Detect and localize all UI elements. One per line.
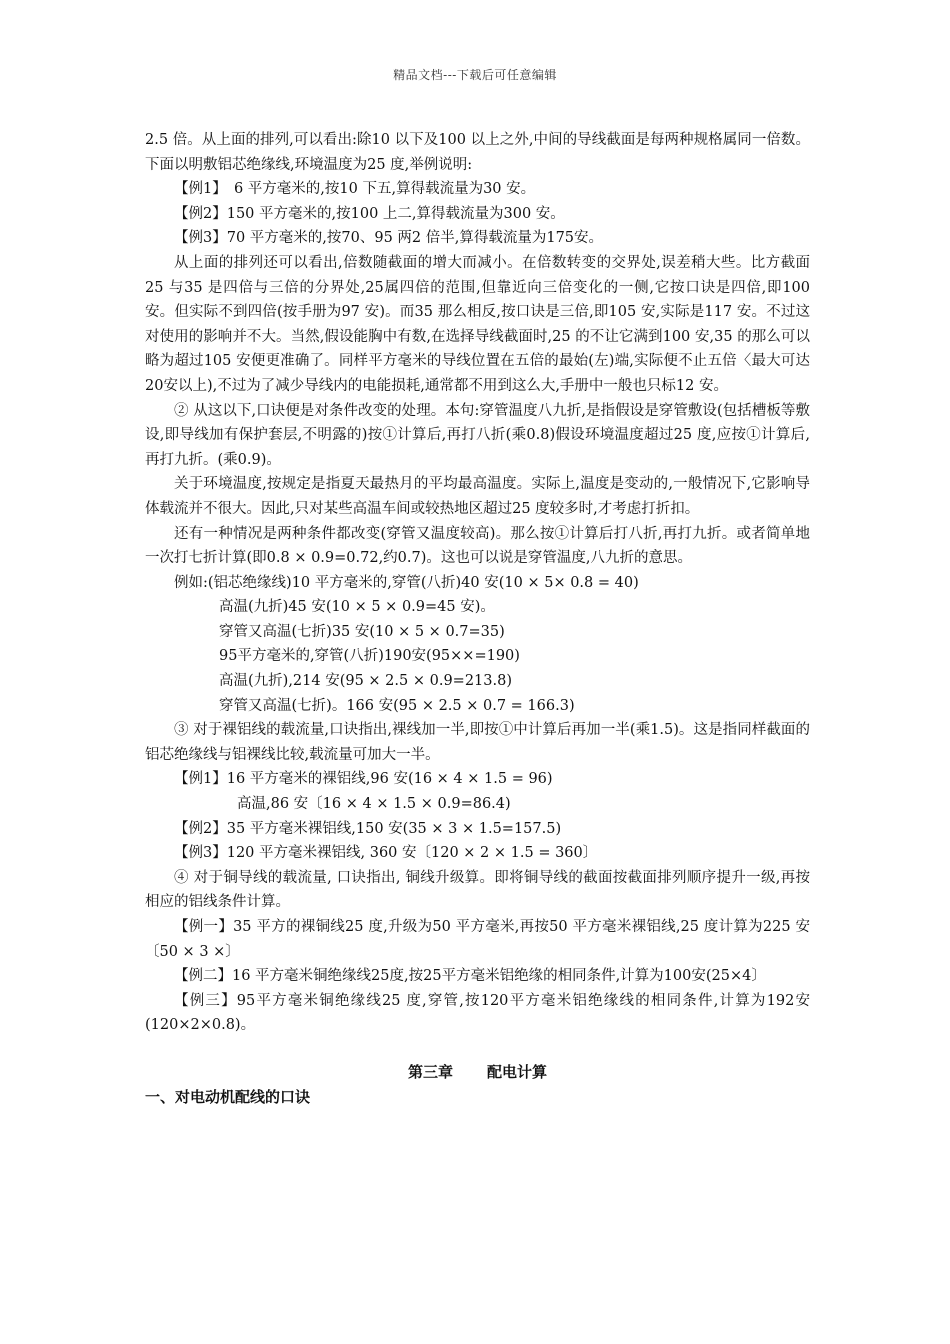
example-line: 95平方毫米的,穿管(八折)190安(95××=190) <box>219 648 520 665</box>
paragraph: 从上面的排列还可以看出,倍数随截面的增大而减小。在倍数转变的交界处,误差稍大些。比方截面25 与35 是四倍与三倍的分界处,25属四倍的范围,但靠近向三倍变化的一侧,它按口诀是四倍,即100 安。但实际不到四倍(按手册为97 安)。而35 那么相反,按口诀是三倍,即105 安,实际是117 安。不过这对使用的影响并不大。当然,假设能胸中有数,在选择导线截面时,25 的不让它满到100 安,35 的那么可以略为超过105 安便更准确了。同样平方毫米的导线位置在五倍的最始(左)端,实际便不止五倍〈最大可达20安以上),不过为了减少导线内的电能损耗,通常都不用到这么大,手册中一般也只标12 安。 <box>145 254 810 394</box>
example-line: 高温(九折)45 安(10 × 5 × 0.9=45 安)。 <box>219 599 495 616</box>
example-line: 高温(九折),214 安(95 × 2.5 × 0.9=213.8) <box>219 673 512 690</box>
document-body <box>145 128 810 1109</box>
paragraph: ② 从这以下,口诀便是对条件改变的处理。本句:穿管温度八九折,是指假设是穿管敷设(包括槽板等敷设,即导线加有保护套层,不明露的)按①计算后,再打八折(乘0.8)假设环境温度超过25 度,应按①计算后,再打九折。(乘0.9)。 <box>145 402 810 468</box>
example-line: 【例3】70 平方毫米的,按70、95 两2 倍半,算得载流量为175安。 <box>174 230 604 247</box>
chapter-title: 配电计算 <box>487 1062 548 1081</box>
example-line: 例如:(铝芯绝缘线)10 平方毫米的,穿管(八折)40 安(10 × 5× 0.8 = 40) <box>174 574 639 591</box>
paragraph: 2.5 倍。从上面的排列,可以看出:除10 以下及100 以上之外,中间的导线截面是每两种规格属同一倍数。下面以明敷铝芯绝缘线,环境温度为25 度,举例说明: <box>145 132 810 173</box>
example-line: 【例2】150 平方毫米的,按100 上二,算得载流量为300 安。 <box>174 205 565 222</box>
chapter-number: 第三章 <box>407 1062 453 1081</box>
chapter-heading <box>145 1060 810 1085</box>
example-line: 【例2】35 平方毫米裸铝线,150 安(35 × 3 × 1.5=157.5) <box>174 820 562 837</box>
example-line: 穿管又高温(七折)。166 安(95 × 2.5 × 0.7 = 166.3) <box>219 697 575 714</box>
paragraph: 【例二】16 平方毫米铜绝缘线25度,按25平方毫米铝绝缘的相同条件,计算为100安(25×4〕 <box>174 968 766 985</box>
page-header: 精品文档---下载后可任意编辑 <box>393 68 557 82</box>
example-line: 高温,86 安〔16 × 4 × 1.5 × 0.9=86.4) <box>237 796 511 813</box>
paragraph: 【例三】95平方毫米铜绝缘线25 度,穿管,按120平方毫米铝绝缘线的相同条件,计算为192安(120×2×0.8)。 <box>145 992 810 1034</box>
example-line: 【例1】16 平方毫米的裸铝线,96 安(16 × 4 × 1.5 = 96) <box>174 771 553 788</box>
section-heading: 一、对电动机配线的口诀 <box>145 1087 311 1106</box>
example-line: 【例3】120 平方毫米裸铝线, 360 安〔120 × 2 × 1.5 = 360〕 <box>174 845 598 862</box>
example-line: 【例1】 6 平方毫米的,按10 下五,算得载流量为30 安。 <box>174 181 536 198</box>
paragraph: 还有一种情况是两种条件都改变(穿管又温度较高)。那么按①计算后打八折,再打九折。或者简单地一次打七折计算(即0.8 × 0.9=0.72,约0.7)。这也可以说是穿管温度,八九折的意思。 <box>145 525 810 567</box>
example-line: 穿管又高温(七折)35 安(10 × 5 × 0.7=35) <box>219 623 505 640</box>
paragraph: ③ 对于裸铝线的载流量,口诀指出,裸线加一半,即按①中计算后再加一半(乘1.5)。这是指同样截面的铝芯绝缘线与铝裸线比较,载流量可加大一半。 <box>145 722 810 763</box>
paragraph: 【例一】35 平方的裸铜线25 度,升级为50 平方毫米,再按50 平方毫米裸铝线,25 度计算为225 安〔50 × 3 ×〕 <box>145 919 810 960</box>
spacer <box>145 1038 810 1060</box>
paragraph: 关于环境温度,按规定是指夏天最热月的平均最高温度。实际上,温度是变动的,一般情况下,它影响导体载流并不很大。因此,只对某些高温车间或较热地区超过25 度较多时,才考虑打折扣。 <box>145 476 810 517</box>
paragraph: ④ 对于铜导线的载流量, 口诀指出, 铜线升级算。即将铜导线的截面按截面排列顺序提升一级,再按相应的铝线条件计算。 <box>145 869 810 911</box>
